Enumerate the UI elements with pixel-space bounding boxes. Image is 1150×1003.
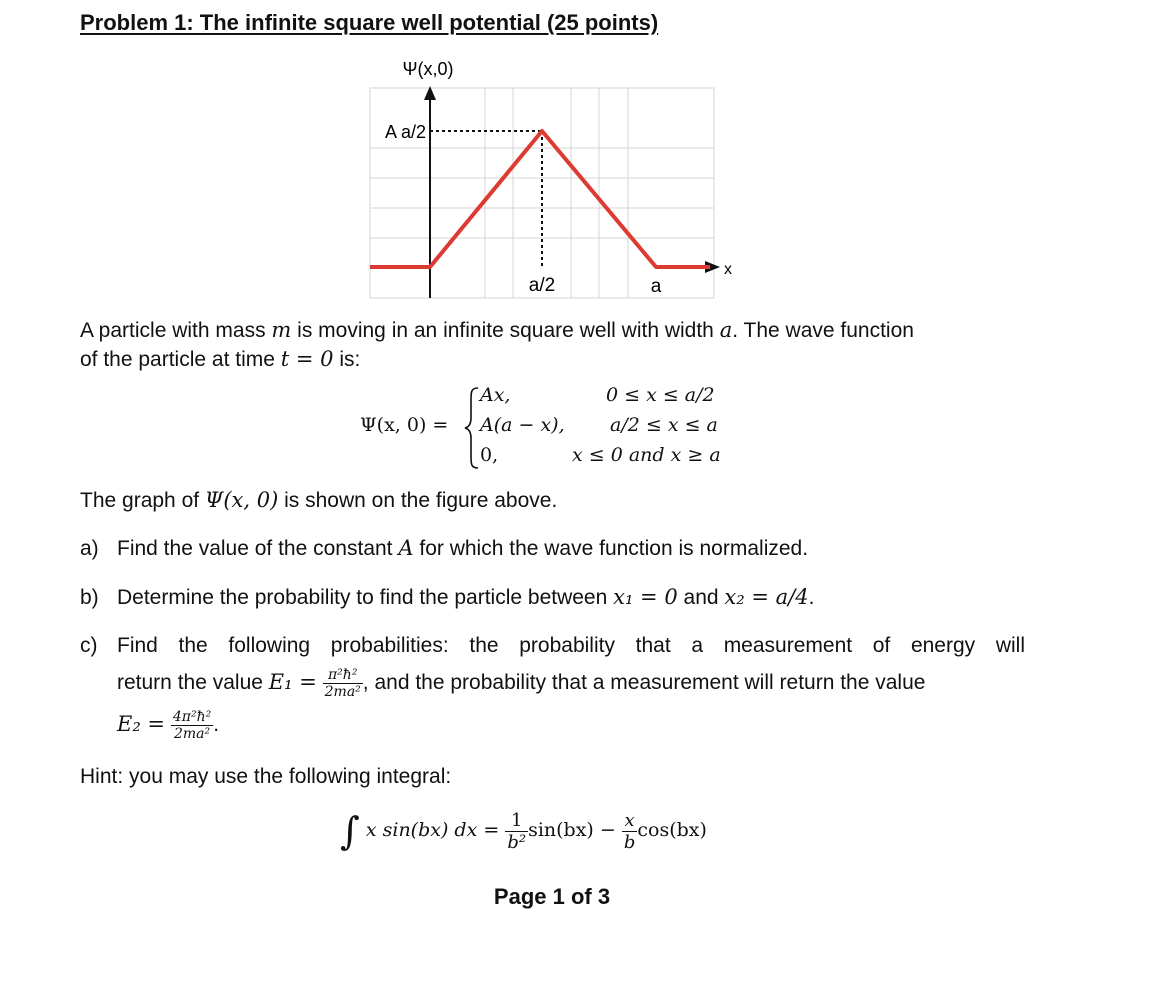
intro-text: is: (333, 348, 361, 371)
integral-sign: ∫ (340, 809, 360, 853)
wavefunction-curve (370, 131, 710, 267)
note-text: The graph of (80, 489, 205, 512)
case-3-expression: 0, (480, 444, 499, 466)
integral-tail: cos(bx) (637, 819, 707, 841)
question-b-label: b) (80, 586, 99, 609)
e2-fraction (171, 709, 213, 742)
note-text: is shown on the figure above. (278, 489, 558, 512)
page-footer: Page 1 of 3 (493, 884, 611, 909)
x-axis-label: x (724, 261, 732, 278)
hint-text: Hint: you may use the following integral: (80, 765, 452, 788)
case-2-expression: A(a − x), (480, 414, 565, 436)
time-equation: t = 0 (280, 347, 334, 371)
case-2-range: a/2 ≤ x ≤ a (610, 414, 718, 436)
fraction-2-numerator: x (624, 809, 635, 831)
wavefunction-graph (360, 50, 760, 302)
graph-note (80, 486, 557, 515)
question-c-label: c) (80, 634, 98, 657)
x2-equation: x₂ = a/4 (724, 585, 809, 609)
integral-fraction-1 (505, 810, 528, 853)
piecewise-equation (360, 384, 760, 474)
intro-text: . The wave function (732, 319, 914, 342)
question-b-text (117, 583, 814, 612)
left-brace (464, 386, 480, 470)
intro-line-2 (80, 345, 1040, 374)
question-text: Determine the probability to find the particle between (117, 586, 614, 609)
problem-title: Problem 1: The infinite square well potential (25 points) (80, 10, 659, 35)
a-tick-label: a (650, 276, 662, 297)
mass-symbol: m (271, 318, 292, 342)
x1-equation: x₁ = 0 (613, 585, 678, 609)
question-b (80, 583, 99, 612)
fraction-2-denominator: b (623, 831, 636, 853)
e2-numerator: 4π²ħ² (172, 708, 212, 725)
case-1-expression: Ax, (480, 384, 511, 406)
e1-fraction (323, 667, 363, 700)
question-text: Find the value of the constant (117, 537, 399, 560)
fraction-1-numerator: 1 (510, 809, 523, 831)
integral-lhs: x sin(bx) dx = (365, 819, 500, 841)
e2-symbol: E₂ = (117, 712, 166, 736)
e1-numerator: π²ħ² (327, 666, 358, 683)
psi-expression: Ψ(x, 0) (204, 488, 279, 512)
e2-denominator: 2ma² (171, 725, 213, 742)
width-symbol: a (719, 318, 733, 342)
case-1-range: 0 ≤ x ≤ a/2 (606, 384, 715, 406)
question-text: , and the probability that a measurement will return the value (362, 671, 926, 694)
integral-fraction-2 (622, 810, 638, 853)
fraction-1-denominator: b² (507, 831, 527, 853)
intro-text: A particle with mass (80, 319, 272, 342)
question-text: . (213, 713, 220, 736)
question-c-line-1: Find the following probabilities: the probability that a measurement of energy will (117, 634, 1025, 657)
intro-paragraph (80, 316, 1040, 374)
question-text: and (677, 586, 725, 609)
intro-text: of the particle at time (80, 348, 281, 371)
intro-line-1 (80, 316, 1040, 345)
question-a (80, 534, 99, 563)
question-text: return the value (117, 671, 269, 694)
question-c-line-3 (117, 706, 219, 743)
question-text: . (808, 586, 815, 609)
question-a-text (117, 534, 808, 563)
peak-label: A a/2 (384, 122, 426, 142)
e1-denominator: 2ma² (324, 683, 361, 700)
hint-integral (340, 800, 707, 870)
question-a-label: a) (80, 537, 99, 560)
intro-text: is moving in an infinite square well with width (291, 319, 720, 342)
question-text: for which the wave function is normalized. (413, 537, 809, 560)
case-3-range: x ≤ 0 and x ≥ a (572, 444, 721, 466)
half-tick-label: a/2 (528, 275, 556, 296)
y-axis-label: Ψ(x,0) (402, 59, 454, 79)
question-c-line-2 (117, 664, 925, 701)
e1-symbol: E₁ = (268, 670, 317, 694)
integral-middle: sin(bx) − (528, 819, 616, 841)
question-c (80, 631, 98, 660)
piecewise-lhs: Ψ(x, 0) = (360, 414, 449, 436)
constant-symbol: A (398, 536, 414, 560)
